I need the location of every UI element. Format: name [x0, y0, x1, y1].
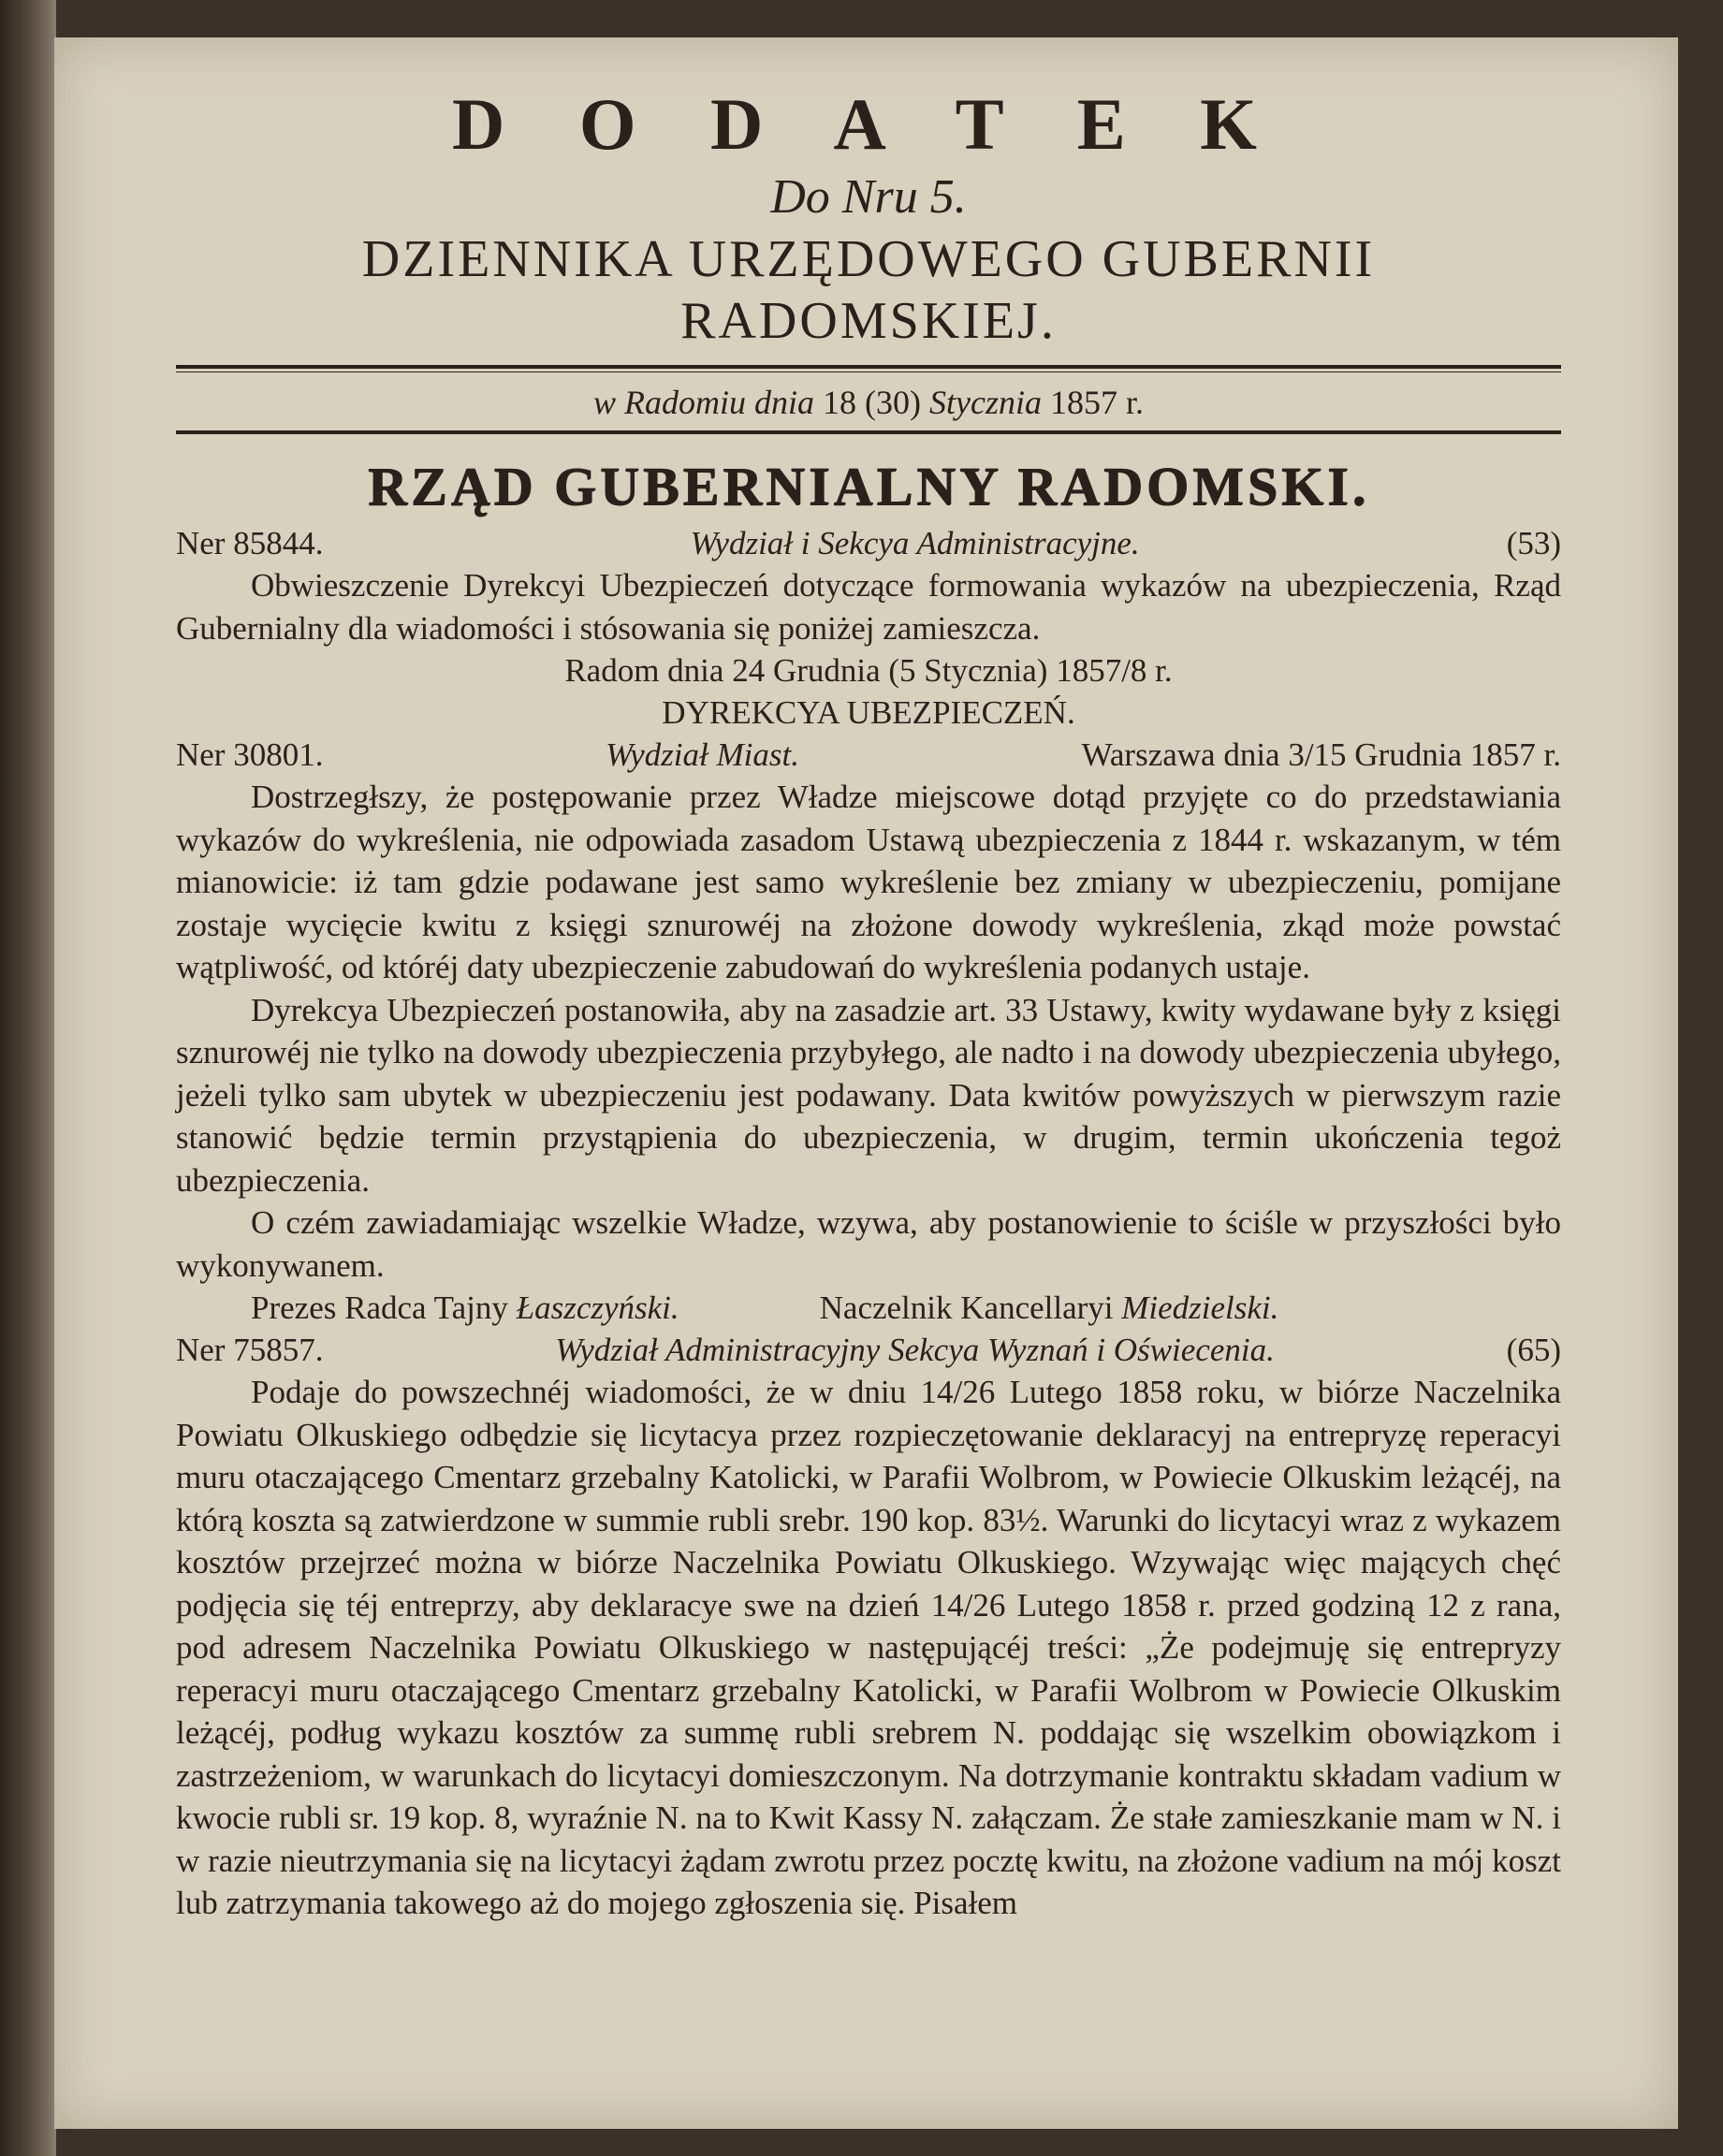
- notice-department: Wydział Administracyjny Sekcya Wyznań i Oświecenia.: [555, 1332, 1275, 1368]
- notice-header: [176, 734, 1561, 776]
- notice-number: Ner 30801.: [176, 736, 324, 773]
- dateline-prefix: w Radomiu dnia: [593, 384, 815, 421]
- signature-left: [251, 1287, 679, 1329]
- notice-paragraph: Podaje do powszechnéj wiadomości, że w dniu 14/26 Lutego 1858 roku, w biórze Naczelnika Powiatu Olkuskiego odbędzie się licytacya przez rozpieczętowanie deklaracyj na entrepryzę reperacyi muru otaczającego Cmentarz grzebalny Katolicki, w Parafii Wolbrom, w Powiecie Olkuskim leżącéj, na którą koszta są zatwierdzone w summie rubli srebr. 190 kop. 83½. Warunki do licytacyi wraz z wykazem kosztów przejrzeć można w biórze Naczelnika Powiatu Olkuskiego. Wzywając więc mających chęć podjęcia się téj entreprzy, aby deklaracye swe na dzień 14/26 Lutego 1858 r. przed godziną 12 z rana, pod adresem Naczelnika Powiatu Olkuskiego w następującéj treści: „Że podejmuję się entrepryzy reperacyi muru otaczającego Cmentarz grzebalny Katolicki, w Parafii Wolbrom w Powiecie Olkuskim leżącéj, podług wykazu kosztów za summę rubli srebrem N. poddając się wszelkim obowiązkom i zastrzeżeniom, w warunkach do licytacyi domieszczonym. Na dotrzymanie kontraktu składam vadium w kwocie rubli sr. 19 kop. 8, wyraźnie N. na to Kwit Kassy N. załączam. Że stałe zamieszkanie mam w N. i w razie nieutrzymania się na licytacyi żądam zwrotu przez pocztę kwitu, na złożone vadium na mój koszt lub zatrzymania takowego aż do mojego zgłoszenia się. Pisałem: [176, 1374, 1561, 1921]
- signature-right: [820, 1287, 1279, 1329]
- notice-number: Ner 75857.: [176, 1332, 324, 1368]
- dateline: [176, 382, 1561, 423]
- dateline-year: 1857 r.: [1049, 384, 1144, 421]
- signature-line: [176, 1287, 1561, 1329]
- notice-paragraph: Dyrekcya Ubezpieczeń postanowiła, aby na zasadzie art. 33 Ustawy, kwity wydawane były z księgi sznurowéj nie tylko na dowody ubezpieczenia przybyłego, ale nadto i na dowody ubezpieczenia ubyłego, jeżeli tylko sam ubytek w ubezpieczeniu jest podawany. Data kwitów powyższych w pierwszym razie stanowić będzie termin przystąpienia do ubezpieczenia, w drugim, termin ukończenia tegoż ubezpieczenia.: [176, 991, 1561, 1199]
- signature-left-name: Łaszczyński.: [516, 1289, 679, 1326]
- notice-number: Ner 85844.: [176, 525, 324, 561]
- dateline-month: Stycznia: [929, 384, 1042, 421]
- divider-rule: [176, 430, 1561, 434]
- notice-text: Obwieszczenie Dyrekcyi Ubezpieczeń dotyczące formowania wykazów na ubezpieczenia, Rząd Gubernialny dla wiadomości i stósowania się poniżej zamieszcza.: [176, 567, 1561, 647]
- notice-reference: (65): [1506, 1332, 1561, 1368]
- signature-right-name: Miedzielski.: [1121, 1289, 1279, 1326]
- masthead-title: D O D A T E K: [452, 83, 1285, 165]
- dateline-day: 18 (30): [823, 384, 921, 421]
- notice-place-date: Warszawa dnia 3/15 Grudnia 1857 r.: [1081, 736, 1561, 773]
- notice-date: Radom dnia 24 Grudnia (5 Stycznia) 1857/8 r.: [564, 652, 1173, 689]
- notice-paragraph: O czém zawiadamiając wszelkie Władze, wzywa, aby postanowienie to ściśle w przyszłości było wykonywanem.: [176, 1204, 1561, 1284]
- book-binding-edge: [0, 0, 56, 2156]
- notice-header: [176, 1329, 1561, 1371]
- notice-reference: (53): [1506, 525, 1561, 561]
- notice-department: Wydział Miast.: [606, 736, 799, 773]
- notice-header: [176, 522, 1561, 564]
- signature-left-label: Prezes Radca Tajny: [251, 1289, 508, 1326]
- notice-paragraph: Dostrzegłszy, że postępowanie przez Władze miejscowe dotąd przyjęte co do przedstawiania wykazów do wykreślenia, nie odpowiada zasadom Ustawą ubezpieczenia z 1844 r. wskazanym, w tém mianowicie: iż tam gdzie podawane jest samo wykreślenie bez zmiany w ubezpieczeniu, pomijane zostaje wycięcie kwitu z księgi sznurowéj na złożone dowody wykreślenia, zkąd może powstać wątpliwość, od któréj daty ubezpieczenie zabudowań do wykreślenia podanych ustaje.: [176, 779, 1561, 985]
- document-page: [54, 37, 1678, 2129]
- masthead-journal-name: DZIENNIKA URZĘDOWEGO GUBERNII RADOMSKIEJ.: [361, 230, 1376, 350]
- page-content: [176, 82, 1561, 1925]
- signature-right-label: Naczelnik Kancellaryi: [819, 1289, 1114, 1326]
- section-heading: RZĄD GUBERNIALNY RADOMSKI.: [367, 456, 1370, 517]
- notice-department: Wydział i Sekcya Administracyjne.: [690, 525, 1140, 561]
- masthead-issue-number: Do Nru 5.: [770, 170, 967, 224]
- notice-issuer: DYREKCYA UBEZPIECZEŃ.: [662, 694, 1075, 731]
- divider-rule: [176, 365, 1561, 372]
